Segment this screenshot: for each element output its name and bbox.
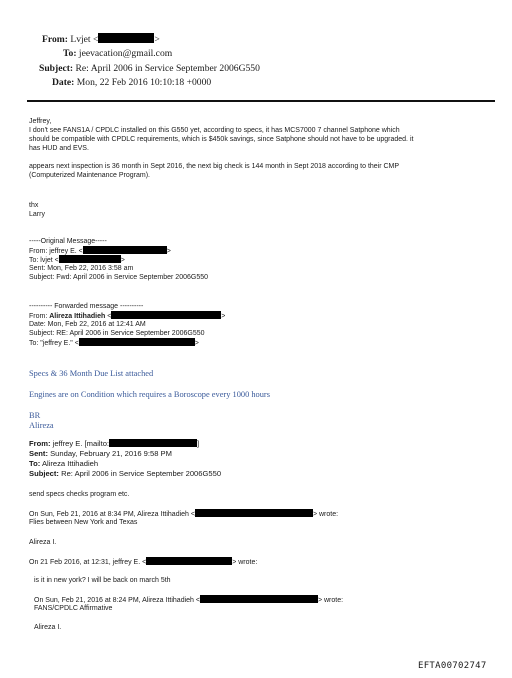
header-divider [27, 100, 495, 102]
forwarded-from: From: Alireza Ittihadieh < > [29, 313, 226, 320]
reply-subject: Subject: Re: April 2006 in Service September 2006G550 [29, 469, 222, 478]
subject-value: Re: April 2006 in Service September 2006G550 [75, 63, 260, 74]
fans-line: FANS/CPDLC Affirmative [34, 605, 113, 612]
is-it-line: is it in new york? I will be back on march 5th [34, 577, 171, 584]
redaction-block [146, 557, 232, 565]
para1-line1: I don't see FANS1A / CPDLC installed on this G550 yet, according to specs, it has MCS7000 7 channel Satphone which [29, 127, 400, 134]
from-value: Lvjet < [70, 34, 99, 45]
specs-attached-line: Specs & 36 Month Due List attached [29, 369, 154, 378]
para1-line3: has HUD and EVS. [29, 145, 89, 152]
redaction-block [83, 246, 167, 254]
engines-line: Engines are on Condition which requires a Boroscope every 1000 hours [29, 390, 270, 399]
alireza-sign-2: Alireza I. [34, 624, 62, 631]
forwarded-to: To: "jeffrey E." < > [29, 340, 199, 347]
br-line: BR [29, 411, 41, 420]
greeting: Jeffrey, [29, 118, 52, 125]
alireza-sign-1: Alireza I. [29, 539, 57, 546]
document-id: EFTA00702747 [418, 661, 487, 671]
redaction-block [109, 439, 197, 447]
original-divider: -----Original Message----- [29, 238, 107, 245]
forwarded-divider: ---------- Forwarded message ---------- [29, 303, 144, 310]
redaction-block [98, 33, 154, 43]
para1-line2: should be compatible with CPDLC requirements, which is $450k savings, since Satphone should not have to be upgraded. it [29, 136, 414, 143]
original-from: From: jeffrey E. < > [29, 248, 171, 255]
date-label: Date: [52, 77, 75, 88]
flies-line: Flies between New York and Texas [29, 519, 138, 526]
subject-label: Subject: [39, 63, 74, 74]
reply-to: To: Alireza Ittihadieh [29, 459, 99, 468]
redaction-block [111, 311, 221, 319]
header-from: From: Lvjet < > [42, 34, 160, 45]
alireza-line: Alireza [29, 421, 54, 430]
header-to [63, 48, 172, 59]
from-label: From: [42, 34, 68, 45]
reply-from: From: jeffrey E. [mailto: ] [29, 439, 200, 448]
redaction-block [59, 255, 121, 263]
original-subject: Subject: Fwd: April 2006 in Service September 2006G550 [29, 274, 208, 281]
forwarded-from-name: Alireza Ittihadieh [49, 313, 106, 320]
thread-on2: On 21 Feb 2016, at 12:31, jeffrey E. < > wrote: [29, 559, 258, 566]
forwarded-subject: Subject: RE: April 2006 in Service September 2006G550 [29, 330, 205, 337]
header-date [52, 77, 211, 88]
redaction-block [79, 338, 195, 346]
thread-on3: On Sun, Feb 21, 2016 at 8:24 PM, Alireza Ittihadieh < > wrote: [34, 597, 344, 604]
para2-line2: (Computerized Maintenance Program). [29, 172, 150, 179]
para2-line1: appears next inspection is 36 month in Sept 2016, the next big check is 144 month in Sept 2018 according to their CMP [29, 163, 400, 170]
original-to: To: lvjet < > [29, 257, 125, 264]
redaction-block [195, 509, 313, 517]
header-subject [39, 63, 260, 74]
signature-larry: Larry [29, 211, 45, 218]
thread-on1: On Sun, Feb 21, 2016 at 8:34 PM, Alireza Ittihadieh < > wrote: [29, 511, 339, 518]
original-sent: Sent: Mon, Feb 22, 2016 3:58 am [29, 265, 134, 272]
thx: thx [29, 202, 39, 209]
send-specs-line: send specs checks program etc. [29, 491, 130, 498]
reply-sent: Sent: Sunday, February 21, 2016 9:58 PM [29, 449, 172, 458]
forwarded-date: Date: Mon, Feb 22, 2016 at 12:41 AM [29, 321, 146, 328]
date-value: Mon, 22 Feb 2016 10:10:18 +0000 [76, 77, 212, 88]
to-label: To: [63, 48, 77, 59]
redaction-block [200, 595, 318, 603]
to-value: jeevacation@gmail.com [78, 48, 173, 59]
